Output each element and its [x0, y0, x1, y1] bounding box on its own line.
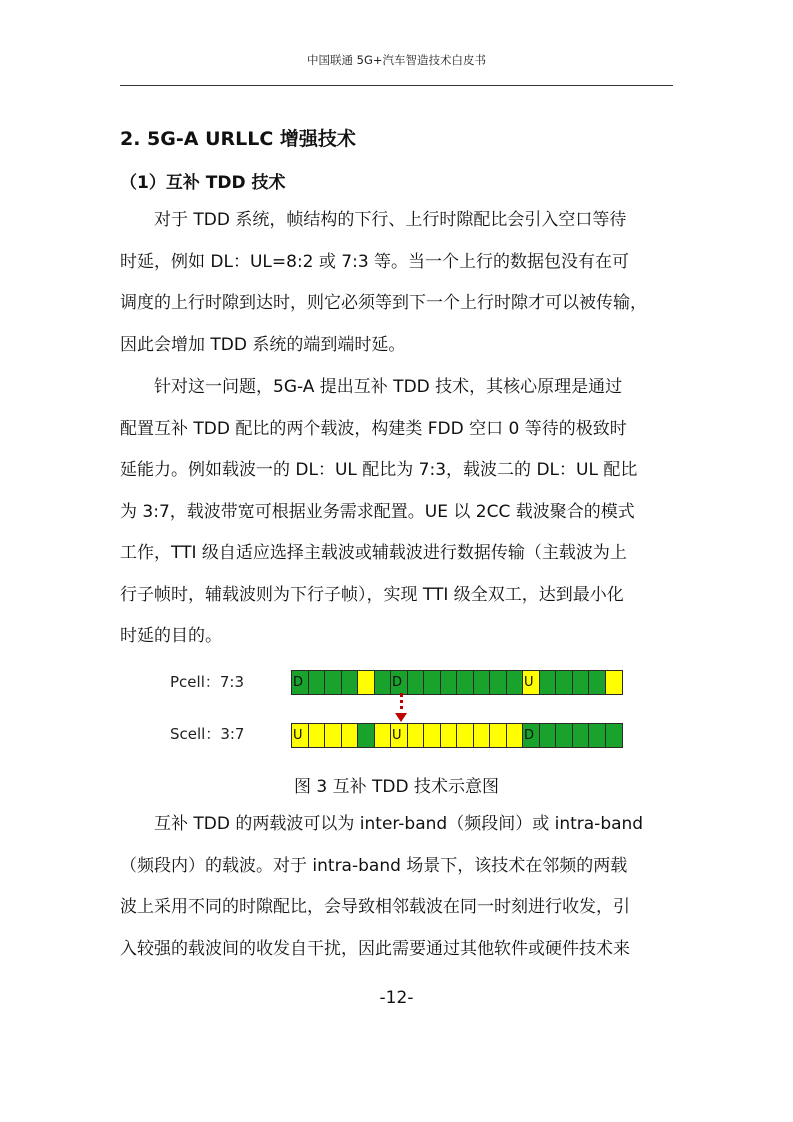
scell-slot-uplink [507, 724, 524, 747]
scell-slot-downlink [358, 724, 375, 747]
paragraph-line: 行子帧时，辅载波则为下行子帧），实现 TTI 级全双工，达到最小化 [120, 584, 624, 605]
pcell-slot-downlink [457, 671, 474, 694]
scell-slot-uplink [490, 724, 507, 747]
paragraph-3 [120, 804, 673, 970]
pcell-slot-downlink [490, 671, 507, 694]
paragraph-line: 工作，TTI 级自适应选择主载波或辅载波进行数据传输（主载波为上 [120, 543, 627, 563]
scell-slot-downlink [573, 724, 590, 747]
paragraph-line: 波上采用不同的时隙配比，会导致相邻载波在同一时刻进行收发，引 [120, 897, 630, 917]
subsection-heading: （1）互补 TDD 技术 [120, 173, 286, 193]
scell-slot-uplink [408, 724, 425, 747]
scell-slot-uplink: U [391, 724, 408, 747]
pcell-slot-downlink [474, 671, 491, 694]
pcell-slot-downlink [589, 671, 606, 694]
paragraph-1 [120, 200, 673, 366]
paragraph-line: 配置互补 TDD 配比的两个载波，构建类 FDD 空口 0 等待的极致时 [120, 418, 627, 439]
paragraph-line: 延能力。例如载波一的 DL：UL 配比为 7:3，载波二的 DL：UL 配比 [120, 460, 638, 480]
pcell-slot-downlink [375, 671, 392, 694]
paragraph-line: 入较强的载波间的收发自干扰，因此需要通过其他软件或硬件技术来 [120, 938, 630, 959]
scell-slot-uplink [342, 724, 359, 747]
paragraph-line: 针对这一问题，5G-A 提出互补 TDD 技术，其核心原理是通过 [154, 377, 623, 397]
pcell-slot-uplink [358, 671, 375, 694]
scell-slot-downlink [606, 724, 623, 747]
pcell-slot-downlink: D [292, 671, 309, 694]
section-heading: 2. 5G-A URLLC 增强技术 [120, 128, 356, 150]
header-divider [120, 85, 673, 86]
scell-slot-uplink [309, 724, 326, 747]
scell-slot-uplink: U [292, 724, 309, 747]
paragraph-line: 为 3:7，载波带宽可根据业务需求配置。UE 以 2CC 载波聚合的模式 [120, 501, 635, 522]
tdd-figure [160, 660, 640, 760]
arrow-head [395, 713, 407, 722]
scell-slot-downlink [589, 724, 606, 747]
pcell-slot-downlink [342, 671, 359, 694]
pcell-slot-uplink [606, 671, 623, 694]
paragraph-line: 对于 TDD 系统，帧结构的下行、上行时隙配比会引入空口等待 [154, 210, 627, 230]
pcell-slot-downlink [309, 671, 326, 694]
pcell-slot-downlink [441, 671, 458, 694]
paragraph-line: 时延，例如 DL：UL=8:2 或 7:3 等。当一个上行的数据包没有在可 [120, 251, 630, 272]
pcell-slot-downlink [540, 671, 557, 694]
scell-slot-row [291, 723, 623, 748]
scell-slot-uplink [457, 724, 474, 747]
pcell-slot-downlink: D [391, 671, 408, 694]
page-number: -12- [379, 988, 414, 1008]
pcell-slot-row [291, 670, 623, 695]
paragraph-line: （频段内）的载波。对于 intra-band 场景下，该技术在邻频的两载 [120, 855, 628, 876]
paragraph-2 [120, 367, 673, 658]
paragraph-line: 互补 TDD 的两载波可以为 inter-band（频段间）或 intra-band [154, 814, 644, 834]
pcell-slot-downlink [424, 671, 441, 694]
pcell-label: Pcell：7:3 [170, 673, 244, 691]
scell-label: Scell：3:7 [170, 725, 245, 743]
pcell-slot-downlink [408, 671, 425, 694]
scell-slot-downlink [540, 724, 557, 747]
scell-slot-uplink [325, 724, 342, 747]
scell-slot-downlink [556, 724, 573, 747]
scell-slot-uplink [424, 724, 441, 747]
figure-caption: 图 3 互补 TDD 技术示意图 [294, 777, 499, 797]
pcell-slot-downlink [507, 671, 524, 694]
pcell-slot-downlink [556, 671, 573, 694]
scell-slot-uplink [375, 724, 392, 747]
scell-slot-downlink: D [523, 724, 540, 747]
pcell-slot-uplink: U [523, 671, 540, 694]
pcell-slot-downlink [573, 671, 590, 694]
scell-slot-uplink [474, 724, 491, 747]
paragraph-line: 调度的上行时隙到达时，则它必须等到下一个上行时隙才可以被传输， [120, 293, 647, 313]
pcell-slot-downlink [325, 671, 342, 694]
scell-slot-uplink [441, 724, 458, 747]
paragraph-line: 时延的目的。 [120, 626, 222, 646]
page-header: 中国联通 5G+汽车智造技术白皮书 [306, 53, 487, 67]
paragraph-line: 因此会增加 TDD 系统的端到端时延。 [120, 334, 406, 355]
